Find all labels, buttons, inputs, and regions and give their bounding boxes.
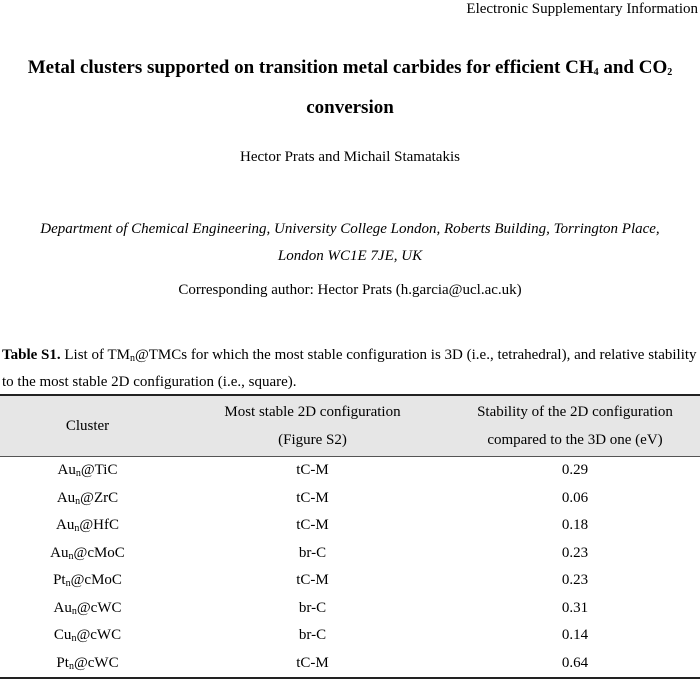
running-header: Electronic Supplementary Information xyxy=(466,1,698,17)
cell-config: br-C xyxy=(298,599,327,616)
cell-cluster: $Au_n@ZrC$ xyxy=(56,489,119,507)
cell-stability: 0.31 xyxy=(561,599,589,616)
cell-cluster: $Au_n@HfC$ xyxy=(56,517,119,535)
cell-config: tC-M xyxy=(296,462,329,479)
paper-title xyxy=(0,48,700,128)
cell-config: br-C xyxy=(298,544,327,561)
cell-config: tC-M xyxy=(175,650,450,679)
cell-cluster: $Pt_n@cWC$ xyxy=(0,650,175,679)
table-row xyxy=(0,622,700,650)
affiliation-line-2: London WC1E 7JE, UK xyxy=(277,248,423,264)
table-row xyxy=(0,540,700,568)
header-stability xyxy=(450,395,700,457)
cell-stability: 0.06 xyxy=(561,489,589,506)
table-row xyxy=(0,595,700,623)
cell-config: tC-M xyxy=(296,572,329,589)
cell-cluster: $Au_n@cWC$ xyxy=(53,599,122,617)
corresponding-author: Corresponding author: Hector Prats (h.garcia@ucl.ac.uk) xyxy=(178,282,522,298)
table-row xyxy=(0,457,700,485)
header-stability-line-1: Stability of the 2D configuration xyxy=(477,404,673,420)
cell-cluster: $Au_n@TiC$ xyxy=(57,462,118,480)
cell-cluster: $Pt_n@cMoC$ xyxy=(53,572,122,590)
title-subscript-2: 2 xyxy=(667,67,673,78)
table-row xyxy=(0,485,700,513)
affiliation-line-1: Department of Chemical Engineering, University College London, Roberts Building, Torrington Place, xyxy=(40,221,660,237)
header-cluster: Cluster xyxy=(0,395,175,457)
table-row xyxy=(0,650,700,679)
results-table xyxy=(0,394,700,679)
cell-config: br-C xyxy=(298,627,327,644)
title-text-2: and CO xyxy=(598,57,668,78)
header-config-line-2: (Figure S2) xyxy=(278,432,347,448)
cell-stability: 0.64 xyxy=(450,650,700,679)
table-caption xyxy=(2,342,700,396)
table-row xyxy=(0,567,700,595)
cell-stability: 0.14 xyxy=(561,627,589,644)
caption-subscript: n xyxy=(129,353,135,364)
cell-stability: 0.23 xyxy=(561,572,589,589)
table-header-row xyxy=(0,395,700,457)
cell-cluster: $Au_n@cMoC$ xyxy=(50,544,125,562)
affiliation xyxy=(0,216,700,270)
header-config xyxy=(175,395,450,457)
title-subscript-1: 4 xyxy=(593,67,599,78)
cell-stability: 0.23 xyxy=(561,544,589,561)
cell-cluster: $Cu_n@cWC$ xyxy=(53,627,122,645)
title-text-3: conversion xyxy=(306,97,394,118)
caption-text-1: List of TM xyxy=(60,347,130,363)
caption-text-2: @TMCs for which the most stable configuration is 3D (i.e., tetrahedral), and relative stability to the most stable 2D configuration (i.e., square). xyxy=(2,347,697,390)
table-caption-label: Table S1. xyxy=(2,347,61,363)
table-row xyxy=(0,512,700,540)
cell-config: tC-M xyxy=(296,489,329,506)
header-config-line-1: Most stable 2D configuration xyxy=(224,404,401,420)
cell-stability: 0.18 xyxy=(561,517,589,534)
title-text-1: Metal clusters supported on transition metal carbides for efficient CH xyxy=(27,57,594,78)
header-stability-line-2: compared to the 3D one (eV) xyxy=(487,432,663,448)
cell-config: tC-M xyxy=(296,517,329,534)
cell-stability: 0.29 xyxy=(561,462,589,479)
authors: Hector Prats and Michail Stamatakis xyxy=(240,149,460,165)
